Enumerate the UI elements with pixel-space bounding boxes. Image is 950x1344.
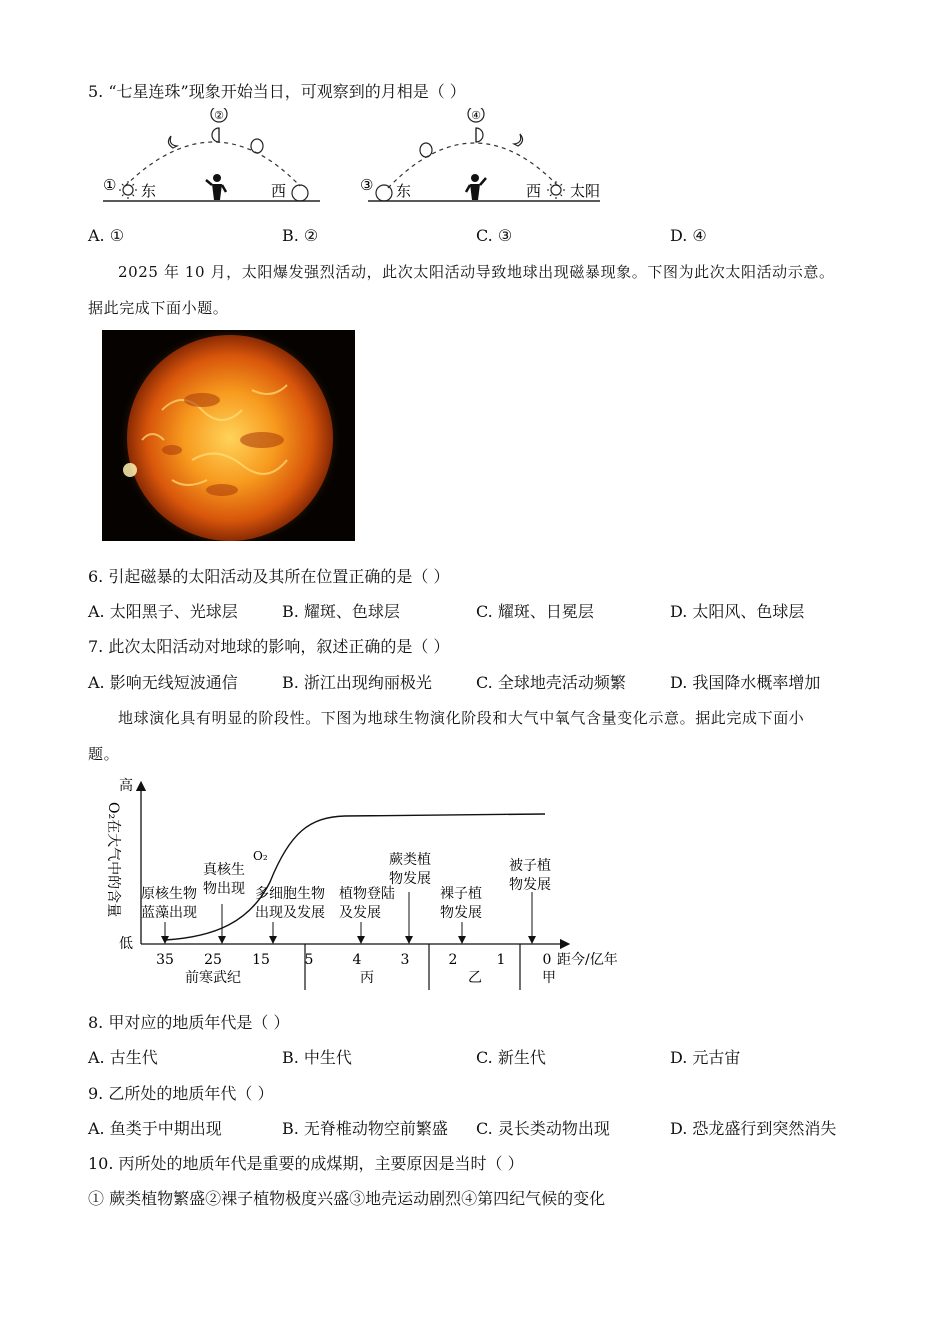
- intro-evolution-line2: 题。: [88, 745, 120, 763]
- q7-option-d[interactable]: D. 我国降水概率增加: [670, 673, 821, 692]
- event-angiosperms-line2: 物发展: [509, 877, 551, 893]
- label-num3: ③: [360, 176, 374, 194]
- o2-curve-label: O₂: [253, 849, 268, 863]
- era-jia: 甲: [542, 970, 556, 986]
- label-west: 西: [526, 182, 542, 200]
- q5-option-a[interactable]: A. ①: [88, 226, 125, 245]
- event-gymnosperms-line2: 物发展: [440, 905, 482, 921]
- question-10-choices: ① 蕨类植物繁盛②裸子植物极度兴盛③地壳运动剧烈④第四纪气候的变化: [88, 1189, 606, 1208]
- label-num4: ④: [471, 109, 481, 122]
- tick-0: 0: [542, 952, 552, 968]
- era-bing: 丙: [360, 970, 374, 986]
- tick-3: 3: [400, 952, 410, 968]
- question-9-stem: 9. 乙所处的地质年代（ ）: [88, 1084, 274, 1103]
- label-east: 东: [396, 182, 412, 200]
- tick-4: 4: [352, 952, 362, 968]
- oxygen-evolution-chart: [95, 772, 635, 996]
- question-6-stem: 6. 引起磁暴的太阳活动及其所在位置正确的是（ ）: [88, 567, 450, 586]
- label-num1: ①: [103, 176, 117, 194]
- moon-path-arc: [125, 142, 300, 186]
- crescent-moon-icon: [168, 136, 177, 148]
- event-land-plants-line1: 植物登陆: [339, 886, 395, 902]
- tick-15: 15: [252, 952, 270, 968]
- half-moon-icon: [212, 128, 219, 142]
- crescent-moon-icon: [514, 134, 523, 146]
- question-8-stem: 8. 甲对应的地质年代是（ ）: [88, 1013, 290, 1032]
- q5-option-d[interactable]: D. ④: [670, 226, 707, 245]
- q7-option-b[interactable]: B. 浙江出现绚丽极光: [282, 673, 432, 692]
- gibbous-moon-icon: [420, 143, 432, 157]
- gibbous-moon-icon: [251, 139, 263, 153]
- q6-option-d[interactable]: D. 太阳风、色球层: [670, 602, 805, 621]
- q9-option-c[interactable]: C. 灵长类动物出现: [476, 1119, 610, 1138]
- q8-option-b[interactable]: B. 中生代: [282, 1048, 352, 1067]
- y-high-label: 高: [119, 778, 133, 794]
- label-sun: 太阳: [570, 182, 601, 200]
- question-5-stem: 5. “七星连珠”现象开始当日，可观察到的月相是（ ）: [88, 82, 466, 101]
- x-axis-unit: 距今/亿年: [557, 952, 618, 968]
- q6-option-b[interactable]: B. 耀斑、色球层: [282, 602, 400, 621]
- tick-1: 1: [496, 952, 506, 968]
- question-7-stem: 7. 此次太阳活动对地球的影响，叙述正确的是（ ）: [88, 637, 450, 656]
- event-angiosperms-line1: 被子植: [509, 858, 551, 874]
- y-axis-label: O₂在大气中的含量: [105, 802, 121, 918]
- event-multicellular-line2: 出现及发展: [255, 905, 325, 921]
- event-multicellular-line1: 多细胞生物: [255, 886, 325, 902]
- intro-solar-activity-line1: 2025 年 10 月，太阳爆发强烈活动，此次太阳活动导致地球出现磁暴现象。下图为此次太阳活动示意。: [118, 263, 835, 281]
- full-moon-icon: [292, 185, 308, 201]
- era-yi: 乙: [468, 970, 482, 986]
- q5-option-b[interactable]: B. ②: [282, 226, 319, 245]
- half-moon-icon: [476, 128, 483, 142]
- label-east: 东: [141, 182, 157, 200]
- question-10-stem: 10. 丙所处的地质年代是重要的成煤期，主要原因是当时（ ）: [88, 1154, 524, 1173]
- q7-option-c[interactable]: C. 全球地壳活动频繁: [476, 673, 626, 692]
- observer-icon: [466, 174, 486, 200]
- intro-solar-activity-line2: 据此完成下面小题。: [88, 299, 229, 317]
- label-num2: ②: [214, 109, 224, 122]
- observer-icon: [206, 174, 226, 200]
- tick-5: 5: [304, 952, 314, 968]
- moon-phase-diagram-right: [360, 108, 610, 208]
- event-eukaryote-line1: 真核生: [203, 862, 245, 878]
- q9-option-a[interactable]: A. 鱼类于中期出现: [88, 1119, 222, 1138]
- moon-phase-diagram-left: [95, 108, 335, 208]
- q8-option-c[interactable]: C. 新生代: [476, 1048, 546, 1067]
- q8-option-a[interactable]: A. 古生代: [88, 1048, 158, 1067]
- event-gymnosperms-line1: 裸子植: [440, 886, 482, 902]
- event-prokaryote-line2: 蓝藻出现: [141, 905, 197, 921]
- q7-option-a[interactable]: A. 影响无线短波通信: [88, 673, 238, 692]
- q9-option-d[interactable]: D. 恐龙盛行到突然消失: [670, 1119, 837, 1138]
- q6-option-c[interactable]: C. 耀斑、日冕层: [476, 602, 594, 621]
- event-ferns-line1: 蕨类植: [389, 852, 431, 868]
- tick-2: 2: [448, 952, 458, 968]
- tick-35: 35: [156, 952, 174, 968]
- event-ferns-line2: 物发展: [389, 871, 431, 887]
- q9-option-b[interactable]: B. 无脊椎动物空前繁盛: [282, 1119, 448, 1138]
- tick-25: 25: [204, 952, 222, 968]
- y-low-label: 低: [119, 936, 133, 952]
- intro-evolution-line1: 地球演化具有明显的阶段性。下图为地球生物演化阶段和大气中氧气含量变化示意。据此完成下面小: [118, 709, 805, 727]
- label-west: 西: [271, 182, 287, 200]
- event-land-plants-line2: 及发展: [339, 905, 381, 921]
- q6-option-a[interactable]: A. 太阳黑子、光球层: [88, 602, 238, 621]
- event-eukaryote-line2: 物出现: [203, 881, 245, 897]
- era-precambrian: 前寒武纪: [185, 970, 241, 986]
- solar-activity-image: [102, 330, 355, 541]
- q8-option-d[interactable]: D. 元古宙: [670, 1048, 741, 1067]
- q5-option-c[interactable]: C. ③: [476, 226, 513, 245]
- new-moon-icon: [376, 185, 392, 201]
- event-prokaryote-line1: 原核生物: [141, 886, 197, 902]
